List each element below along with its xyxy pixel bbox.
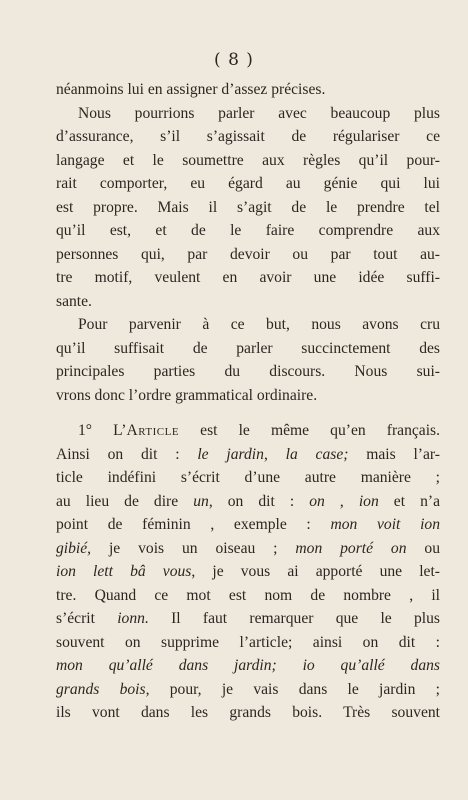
text-run: je vois un oiseau ;	[91, 539, 296, 557]
text-run: 1° L’	[78, 422, 127, 439]
italic-example: mon porté on	[295, 539, 407, 557]
text-line	[56, 607, 440, 631]
text-run: point de féminin , exemple :	[56, 516, 331, 533]
italic-example: gibié,	[56, 539, 92, 557]
italic-example: ion lett bâ vous	[56, 563, 192, 580]
body-text	[56, 78, 440, 725]
text-line: principales parties du discours. Nous sui-	[56, 363, 440, 380]
text-line	[56, 419, 440, 443]
text-line	[56, 513, 440, 537]
text-line: néanmoins lui en assigner d’assez précises.	[56, 81, 326, 98]
text-line	[56, 678, 440, 702]
text-line: vrons donc l’ordre grammatical ordinaire.	[56, 386, 318, 404]
italic-example: le jardin	[197, 445, 264, 463]
text-run: ou	[406, 539, 440, 557]
article-paragraph	[56, 419, 440, 725]
italic-example: grands bois,	[56, 680, 150, 698]
text-line: qu’il suffisait de parler succinctement des	[56, 339, 440, 357]
text-line: ticle indéfini s’écrit d’une autre manière ;	[56, 469, 440, 486]
italic-example: io qu’allé dans	[302, 657, 441, 674]
text-run: pour, je vais dans le jardin ;	[149, 680, 440, 698]
text-line: Nous pourrions parler avec beaucoup plus	[78, 104, 440, 122]
text-line: d’assurance, s’il s’agissait de régulariser ce	[56, 128, 440, 145]
text-run	[277, 657, 303, 674]
text-run: Il faut remarquer que le plus	[148, 610, 440, 627]
text-run: Ainsi on dit :	[56, 445, 198, 463]
text-line	[56, 537, 440, 561]
text-line: ils vont dans les grands bois. Très souvent	[56, 704, 440, 721]
text-run: , je vous ai apporté une let-	[191, 563, 440, 580]
italic-example: un	[193, 492, 209, 510]
text-run: au lieu de dire	[56, 492, 194, 510]
page-number: ( 8 )	[214, 50, 254, 70]
text-run: s’écrit	[56, 610, 118, 627]
text-line: sante.	[56, 292, 92, 310]
text-line: personnes qui, par devoir ou par tout au-	[56, 245, 440, 263]
text-run: , on dit :	[208, 492, 310, 510]
text-run: et n’a	[378, 492, 440, 510]
text-line: tre motif, veulent en avoir une idée suffi-	[56, 269, 440, 286]
text-line: est propre. Mais il s’agit de le prendre tel	[56, 198, 440, 216]
text-line	[56, 654, 440, 678]
text-run: mais l’ar-	[348, 445, 440, 463]
text-run: ,	[324, 492, 359, 510]
text-line: tre. Quand ce mot est nom de nombre , il	[56, 586, 440, 604]
text-line	[56, 443, 440, 467]
italic-example: ionn.	[117, 610, 149, 627]
italic-example: la case;	[285, 445, 349, 463]
italic-example: mon voit ion	[330, 516, 440, 533]
text-line: qu’il est, et de le faire comprendre aux	[56, 222, 440, 239]
text-line: Pour parvenir à ce but, nous avons cru	[78, 316, 440, 333]
text-run: est le même qu’en français.	[179, 422, 441, 439]
intro-paragraphs	[56, 78, 440, 407]
text-line: langage et le soumettre aux règles qu’il pour-	[56, 151, 440, 169]
text-line: souvent on supprime l’article; ainsi on dit :	[56, 633, 440, 651]
text-line	[56, 490, 440, 514]
italic-example: mon qu’allé dans jardin;	[56, 657, 277, 674]
italic-example: ion	[358, 492, 379, 510]
text-line: rait comporter, eu égard au génie qui lui	[56, 175, 440, 192]
small-caps-term: Article	[126, 422, 180, 439]
italic-example: on	[309, 492, 325, 510]
text-line	[56, 560, 440, 584]
text-run: ,	[263, 445, 286, 463]
